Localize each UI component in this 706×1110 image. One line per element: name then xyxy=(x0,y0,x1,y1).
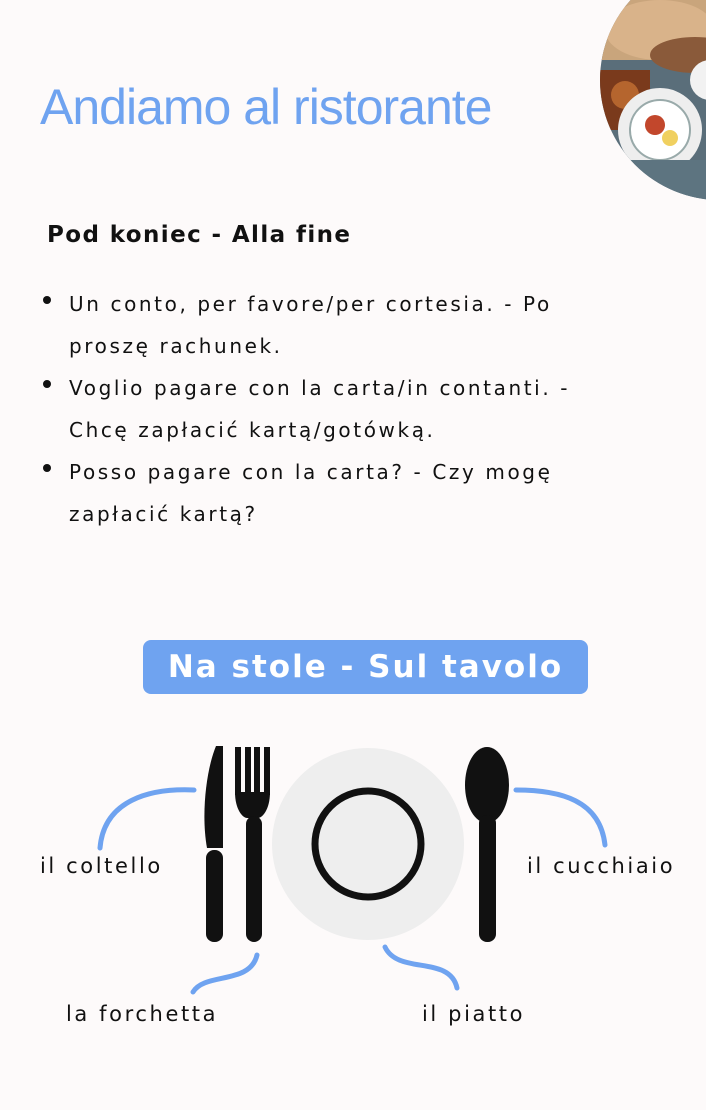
section-subtitle: Pod koniec - Alla fine xyxy=(47,222,352,248)
phrase-line: zapłacić kartą? xyxy=(69,502,258,526)
phrase-line: Voglio pagare con la carta/in contanti. - xyxy=(69,376,571,400)
spoon-connector xyxy=(516,790,605,845)
plate-connector xyxy=(385,947,457,988)
phrase-line: Posso pagare con la carta? - Czy mogę xyxy=(69,460,553,484)
table-heading xyxy=(143,640,588,694)
plate-icon xyxy=(272,748,464,940)
food-photo xyxy=(600,0,706,200)
fork-icon xyxy=(235,747,270,942)
spoon-icon xyxy=(465,747,509,942)
table-heading-text: Na stole - Sul tavolo xyxy=(167,649,564,685)
page-title: Andiamo al ristorante xyxy=(40,79,492,135)
knife-connector xyxy=(100,790,194,848)
knife-icon xyxy=(204,746,223,942)
fork-connector xyxy=(193,955,257,992)
phrase-line: Chcę zapłacić kartą/gotówką. xyxy=(69,418,436,442)
label-fork: la forchetta xyxy=(66,1002,219,1026)
label-plate: il piatto xyxy=(422,1002,526,1026)
phrase-line: Un conto, per favore/per cortesia. - Po xyxy=(69,292,552,316)
list-item xyxy=(40,367,640,451)
label-spoon: il cucchiaio xyxy=(527,854,676,878)
phrase-line: proszę rachunek. xyxy=(69,334,283,358)
list-item xyxy=(40,451,640,535)
label-knife: il coltello xyxy=(40,854,163,878)
list-item xyxy=(40,283,640,367)
phrase-list xyxy=(40,283,640,535)
